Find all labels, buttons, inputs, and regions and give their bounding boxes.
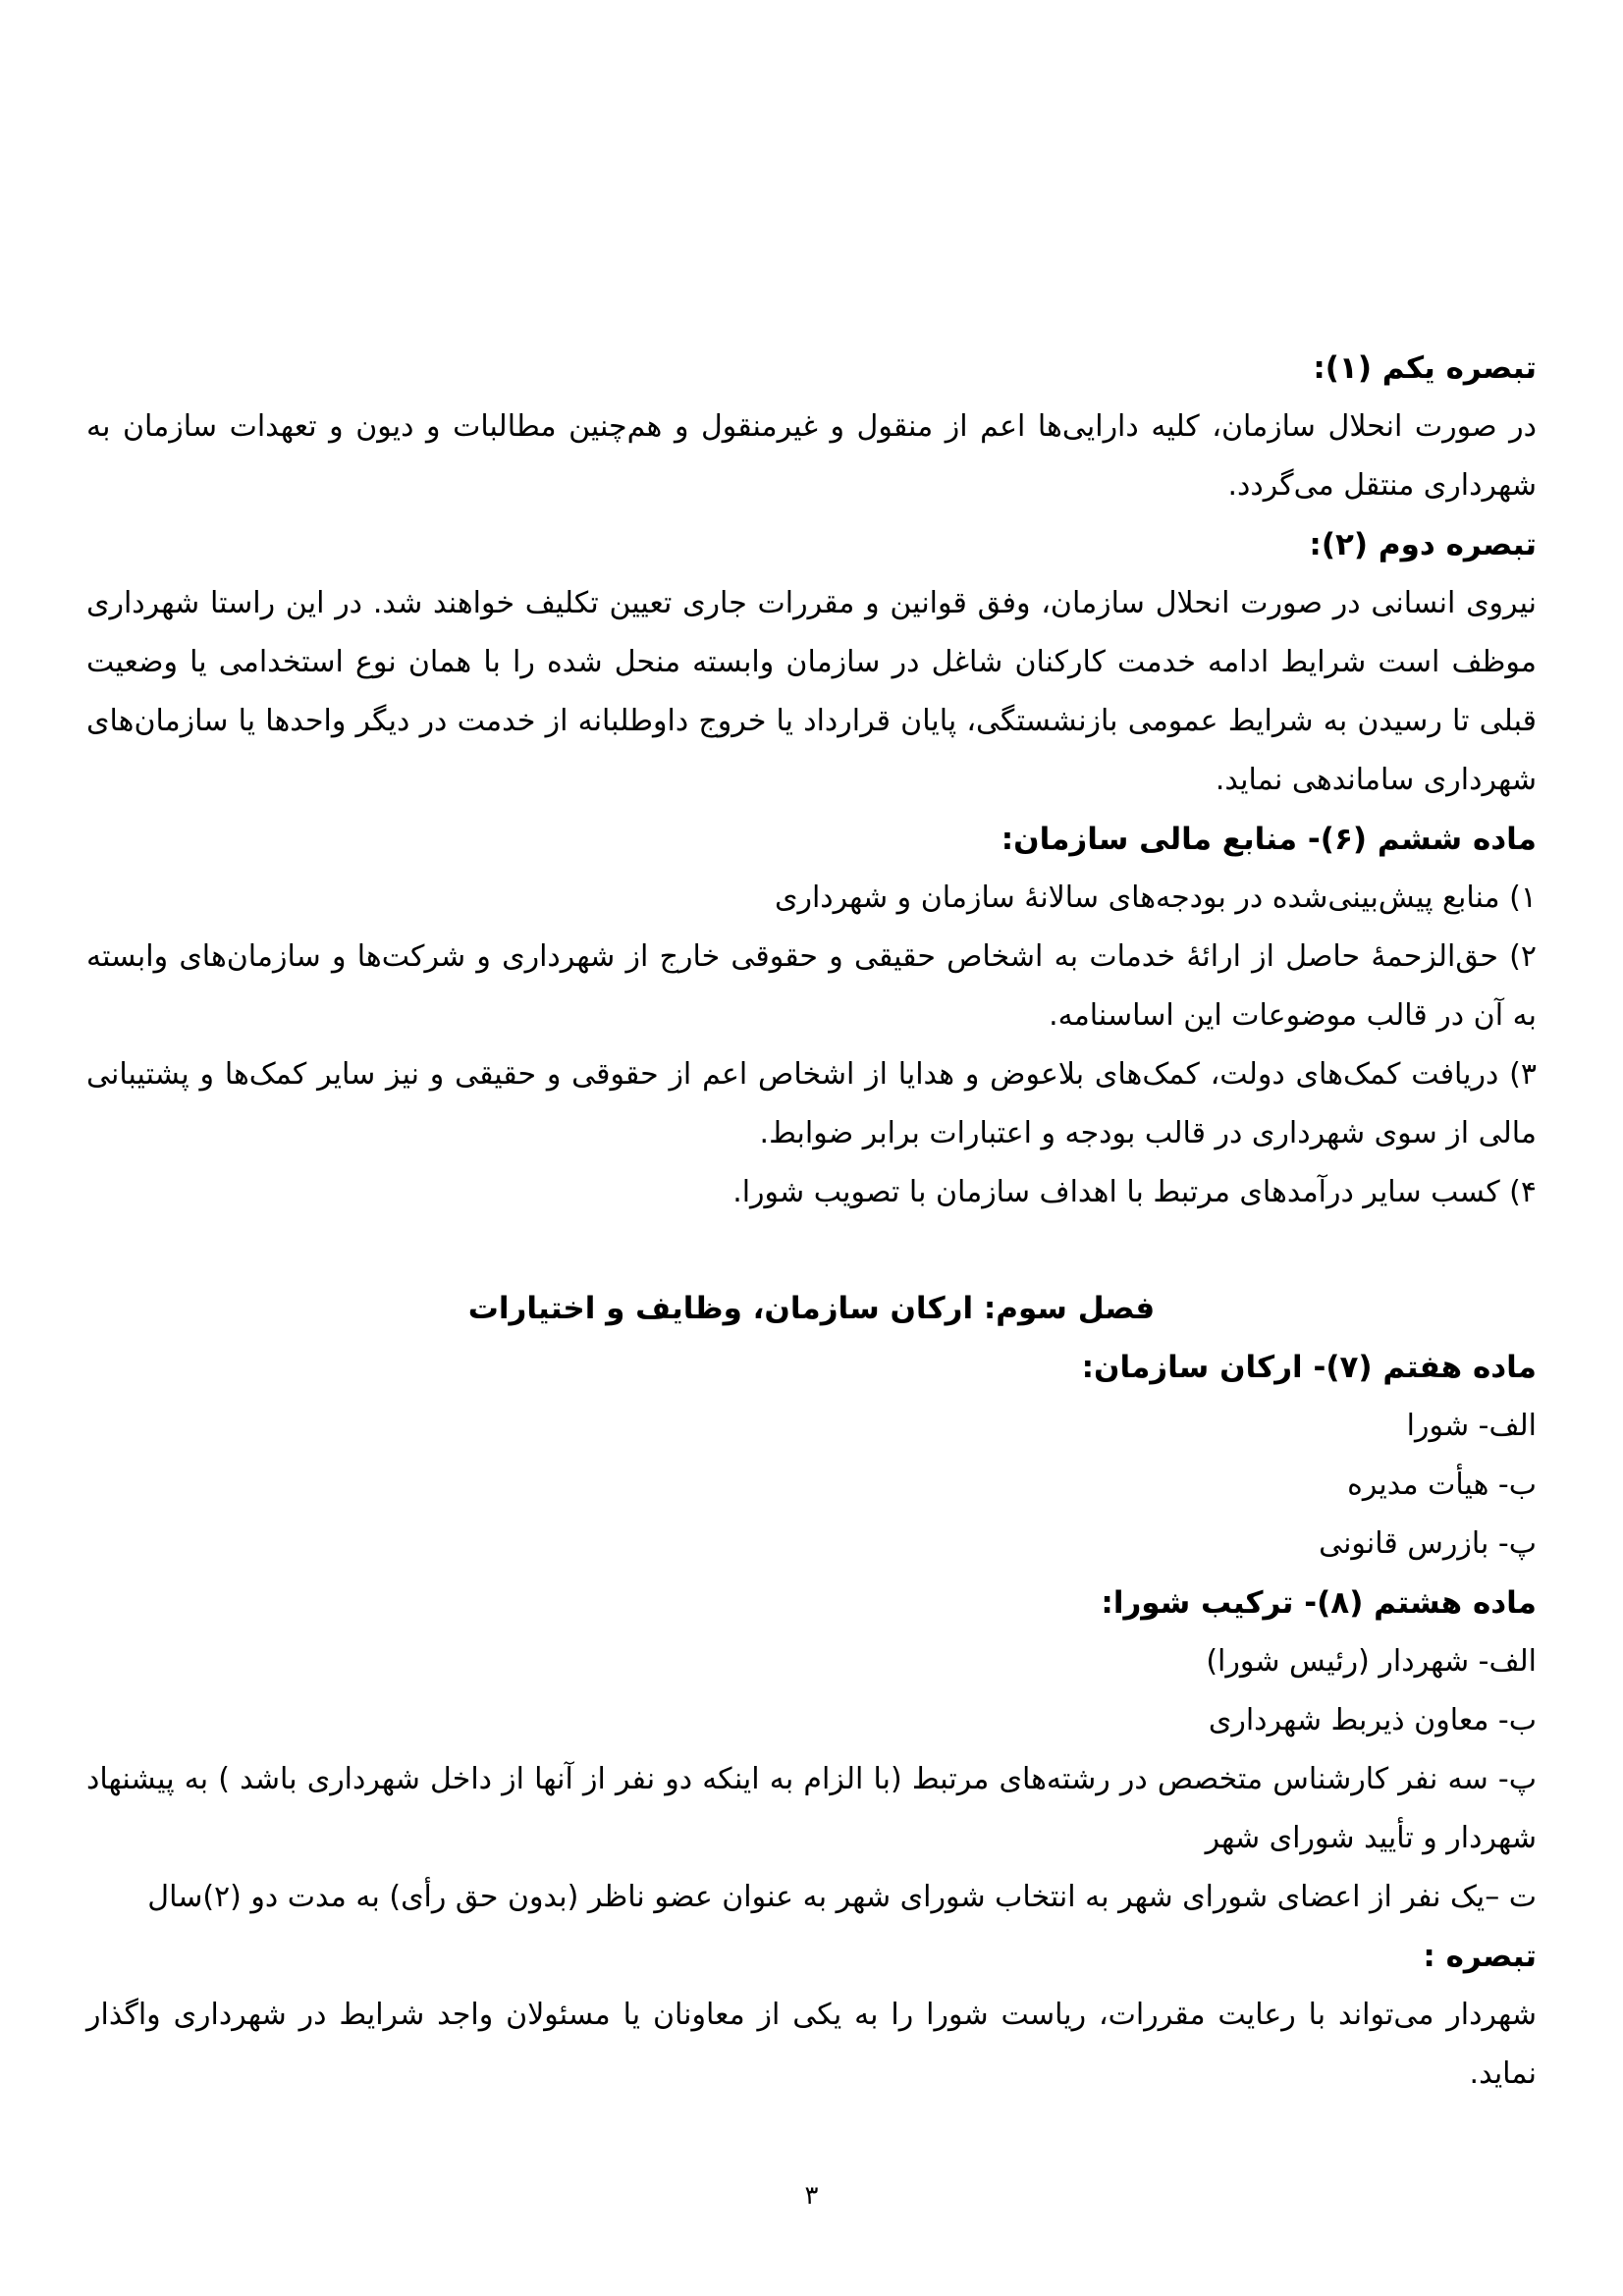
article-8-item-alef: الف- شهردار (رئیس شورا) xyxy=(1206,1644,1537,1679)
page-number: ۳ xyxy=(804,2181,819,2211)
note-paragraph: شهردار می‌تواند با رعایت مقررات، ریاست شورا را به یکی از معاونان یا مسئولان واجد شرایط در شهرداری واگذار نماید. xyxy=(86,1998,1537,2091)
article-6-heading: ماده ششم (۶)- منابع مالی سازمان: xyxy=(1001,822,1537,857)
article-8-item-te: ت –یک نفر از اعضای شورای شهر به انتخاب شورای شهر به عنوان عضو ناظر (بدون حق رأی) به مدت دو (۲)سال xyxy=(147,1880,1537,1914)
note-heading: تبصره : xyxy=(1423,1939,1537,1974)
note-2-paragraph: نیروی انسانی در صورت انحلال سازمان، وفق قوانین و مقررات جاری تعیین تکلیف خواهند شد. در این راستا شهرداری موظف است شرایط ادامه خدمت کارکنان شاغل در سازمان وابسته منحل شده را با همان نوع استخدامی یا وضعیت قبلی تا رسیدن به شرایط عمومی بازنشستگی، پایان قرارداد یا خروج داوطلبانه از خدمت در دیگر واحدها یا سازمان‌های شهرداری ساماندهی نماید. xyxy=(86,586,1537,797)
article-7-heading: ماده هفتم (۷)- ارکان سازمان: xyxy=(1081,1350,1537,1385)
article-7-item-alef: الف- شورا xyxy=(1406,1409,1537,1443)
article-8-item-pe: پ- سه نفر کارشناس متخصص در رشته‌های مرتبط (با الزام به اینکه دو نفر از آنها از داخل شهرداری باشد ) به پیشنهاد شهردار و تأیید شورای شهر xyxy=(86,1762,1537,1855)
article-6-item-1: ۱) منابع پیش‌بینی‌شده در بودجه‌های سالانۀ سازمان و شهرداری xyxy=(774,881,1537,915)
article-6-item-3: ۳) دریافت کمک‌های دولت، کمک‌های بلاعوض و هدایا از اشخاص اعم از حقوقی و حقیقی و نیز سایر کمک‌ها و پشتیبانی مالی از سوی شهرداری در قالب بودجه و اعتبارات برابر ضوابط. xyxy=(86,1057,1537,1150)
note-2-heading: تبصره دوم (۲): xyxy=(1309,527,1537,562)
article-6-item-4: ۴) کسب سایر درآمدهای مرتبط با اهداف سازمان با تصویب شورا. xyxy=(732,1175,1537,1209)
note-1-paragraph: در صورت انحلال سازمان، کلیه دارایی‌ها اعم از منقول و غیرمنقول و هم‌چنین مطالبات و دیون و تعهدات سازمان به شهرداری منتقل می‌گردد. xyxy=(86,409,1537,503)
article-7-item-pe: پ- بازرس قانونی xyxy=(1319,1526,1537,1561)
article-7-item-be: ب- هیأت مدیره xyxy=(1347,1468,1537,1502)
article-6-item-2: ۲) حق‌الزحمۀ حاصل از ارائۀ خدمات به اشخاص حقیقی و حقوقی خارج از شهرداری و شرکت‌ها و سازمان‌های وابسته به آن در قالب موضوعات این اساسنامه. xyxy=(86,939,1537,1033)
article-8-item-be: ب- معاون ذیربط شهرداری xyxy=(1208,1703,1537,1737)
chapter-3-heading: فصل سوم: ارکان سازمان، وظایف و اختیارات xyxy=(467,1291,1156,1326)
article-8-heading: ماده هشتم (۸)- ترکیب شورا: xyxy=(1101,1585,1537,1621)
note-1-heading: تبصره یکم (۱): xyxy=(1313,350,1537,386)
